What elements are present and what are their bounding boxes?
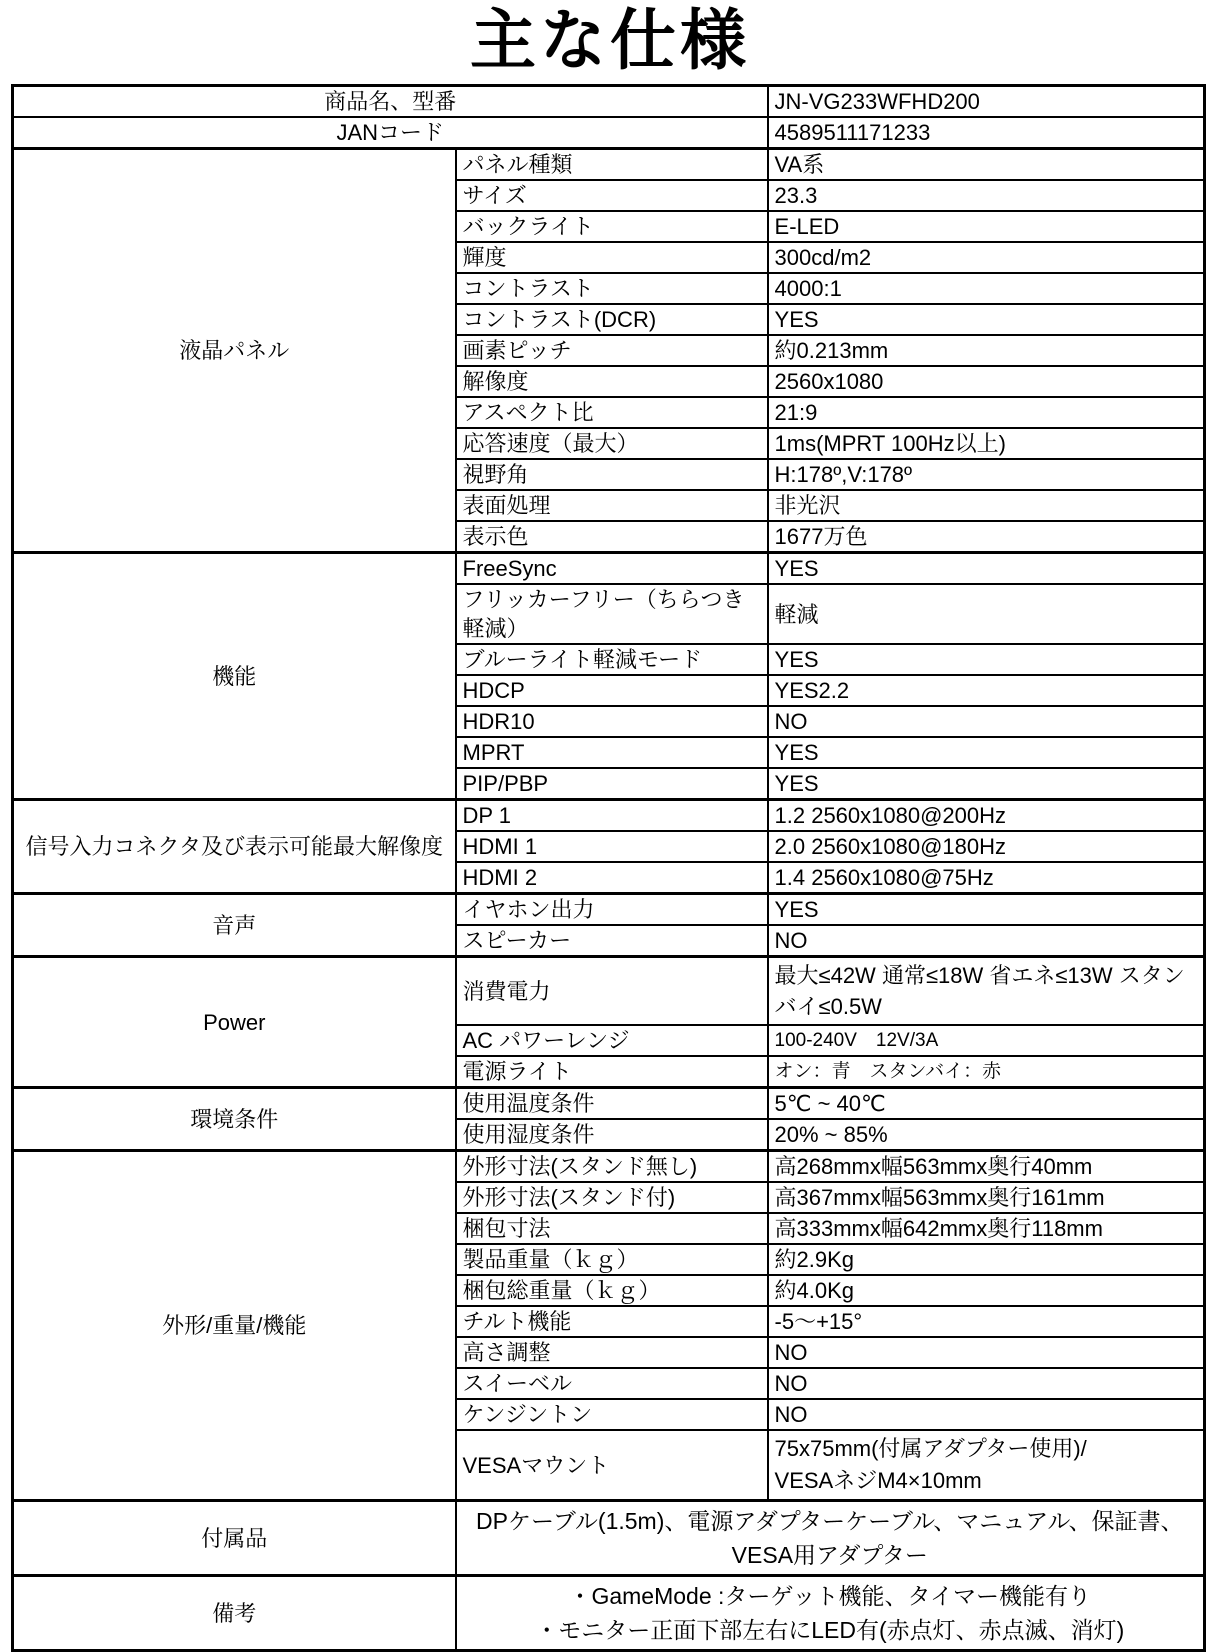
category-cell: 音声: [13, 894, 456, 957]
spec-value: -5～+15°: [768, 1306, 1205, 1337]
category-cell: Power: [13, 957, 456, 1088]
spec-label: FreeSync: [456, 553, 768, 585]
spec-value: 1.2 2560x1080@200Hz: [768, 800, 1205, 832]
spec-label: 輝度: [456, 242, 768, 273]
category-cell: 信号入力コネクタ及び表示可能最大解像度: [13, 800, 456, 894]
spec-value: YES: [768, 644, 1205, 675]
spec-value: 100-240V 12V/3A: [768, 1025, 1205, 1056]
spec-value: YES: [768, 304, 1205, 335]
spec-value: [456, 1576, 1205, 1651]
spec-value: NO: [768, 925, 1205, 957]
spec-label: HDR10: [456, 706, 768, 737]
spec-label: 表示色: [456, 521, 768, 553]
spec-value: 高268mmx幅563mmx奥行40mm: [768, 1151, 1205, 1183]
spec-label: JANコード: [13, 117, 768, 149]
value-line: VESAネジM4×10mm: [774, 1468, 982, 1493]
spec-value: 4000:1: [768, 273, 1205, 304]
spec-table: [11, 84, 1206, 1652]
spec-value: 高367mmx幅563mmx奥行161mm: [768, 1182, 1205, 1213]
spec-label: 使用温度条件: [456, 1088, 768, 1120]
spec-label: サイズ: [456, 180, 768, 211]
spec-value: 300cd/m2: [768, 242, 1205, 273]
spec-value: 最大≤42W 通常≤18W 省エネ≤13W スタンバイ≤0.5W: [768, 957, 1205, 1026]
spec-label: 視野角: [456, 459, 768, 490]
spec-label: コントラスト(DCR): [456, 304, 768, 335]
category-cell: 液晶パネル: [13, 149, 456, 553]
spec-value: オン：青 スタンバイ：赤: [768, 1056, 1205, 1088]
spec-value: YES: [768, 553, 1205, 585]
spec-label: 画素ピッチ: [456, 335, 768, 366]
spec-value: NO: [768, 1399, 1205, 1430]
value-line: ・GameMode :ターゲット機能、タイマー機能有り: [568, 1583, 1092, 1609]
spec-value: 非光沢: [768, 490, 1205, 521]
spec-value: H:178º,V:178º: [768, 459, 1205, 490]
spec-value: NO: [768, 1368, 1205, 1399]
spec-label: 外形寸法(スタンド無し): [456, 1151, 768, 1183]
spec-value: 約0.213mm: [768, 335, 1205, 366]
spec-value: 1ms(MPRT 100Hz以上): [768, 428, 1205, 459]
spec-label: スピーカー: [456, 925, 768, 957]
category-cell: 備考: [13, 1576, 456, 1651]
spec-label: 商品名、型番: [13, 86, 768, 118]
table-row: [13, 1576, 1205, 1651]
spec-label: フリッカーフリー（ちらつき軽減）: [456, 584, 768, 644]
category-cell: 外形/重量/機能: [13, 1151, 456, 1501]
table-row: [13, 86, 1205, 118]
spec-label: ブルーライト軽減モード: [456, 644, 768, 675]
spec-value: [768, 1430, 1205, 1501]
spec-label: スイーベル: [456, 1368, 768, 1399]
spec-label: 梱包総重量（ｋｇ）: [456, 1275, 768, 1306]
spec-value: [456, 1501, 1205, 1576]
spec-value: 1.4 2560x1080@75Hz: [768, 862, 1205, 894]
spec-label: 製品重量（ｋｇ）: [456, 1244, 768, 1275]
spec-value: 4589511171233: [768, 117, 1205, 149]
spec-value: 20% ~ 85%: [768, 1119, 1205, 1151]
spec-label: パネル種類: [456, 149, 768, 181]
spec-value: YES: [768, 737, 1205, 768]
spec-value: 2.0 2560x1080@180Hz: [768, 831, 1205, 862]
spec-value: NO: [768, 706, 1205, 737]
spec-value: E-LED: [768, 211, 1205, 242]
category-cell: 環境条件: [13, 1088, 456, 1151]
spec-label: 高さ調整: [456, 1337, 768, 1368]
spec-value: YES: [768, 894, 1205, 926]
spec-label: MPRT: [456, 737, 768, 768]
spec-label: HDMI 1: [456, 831, 768, 862]
spec-label: アスペクト比: [456, 397, 768, 428]
spec-label: HDCP: [456, 675, 768, 706]
value-line: 75x75mm(付属アダプター使用)/: [774, 1436, 1087, 1461]
spec-label: イヤホン出力: [456, 894, 768, 926]
spec-value: 約2.9Kg: [768, 1244, 1205, 1275]
spec-label: バックライト: [456, 211, 768, 242]
spec-label: PIP/PBP: [456, 768, 768, 800]
spec-value: 23.3: [768, 180, 1205, 211]
spec-value: 約4.0Kg: [768, 1275, 1205, 1306]
spec-label: 応答速度（最大）: [456, 428, 768, 459]
table-row: [13, 117, 1205, 149]
spec-label: AC パワーレンジ: [456, 1025, 768, 1056]
table-row: [13, 553, 1205, 585]
spec-label: 消費電力: [456, 957, 768, 1026]
spec-label: ケンジントン: [456, 1399, 768, 1430]
spec-value: 5℃ ~ 40℃: [768, 1088, 1205, 1120]
spec-value: YES2.2: [768, 675, 1205, 706]
table-row: [13, 1151, 1205, 1183]
table-row: [13, 800, 1205, 832]
table-row: [13, 149, 1205, 181]
spec-value: JN-VG233WFHD200: [768, 86, 1205, 118]
spec-label: VESAマウント: [456, 1430, 768, 1501]
table-row: [13, 894, 1205, 926]
spec-value: 1677万色: [768, 521, 1205, 553]
spec-label: HDMI 2: [456, 862, 768, 894]
spec-label: 電源ライト: [456, 1056, 768, 1088]
spec-value: VA系: [768, 149, 1205, 181]
spec-label: DP 1: [456, 800, 768, 832]
spec-value: 高333mmx幅642mmx奥行118mm: [768, 1213, 1205, 1244]
spec-label: 使用湿度条件: [456, 1119, 768, 1151]
table-row: [13, 1501, 1205, 1576]
spec-label: 外形寸法(スタンド付): [456, 1182, 768, 1213]
value-line: VESA用アダプター: [731, 1542, 928, 1568]
category-cell: 機能: [13, 553, 456, 800]
value-line: ・モニター正面下部左右にLED有(赤点灯、赤点滅、消灯): [535, 1617, 1125, 1643]
table-row: [13, 957, 1205, 1026]
spec-value: YES: [768, 768, 1205, 800]
spec-value: 軽減: [768, 584, 1205, 644]
spec-label: 解像度: [456, 366, 768, 397]
page-title: 主な仕様: [470, 3, 750, 77]
table-row: [13, 1088, 1205, 1120]
spec-value: NO: [768, 1337, 1205, 1368]
category-cell: 付属品: [13, 1501, 456, 1576]
spec-label: チルト機能: [456, 1306, 768, 1337]
spec-label: 梱包寸法: [456, 1213, 768, 1244]
spec-label: 表面処理: [456, 490, 768, 521]
spec-value: 21:9: [768, 397, 1205, 428]
value-line: DPケーブル(1.5m)、電源アダプターケーブル、マニュアル、保証書、: [476, 1508, 1184, 1534]
spec-label: コントラスト: [456, 273, 768, 304]
spec-value: 2560x1080: [768, 366, 1205, 397]
